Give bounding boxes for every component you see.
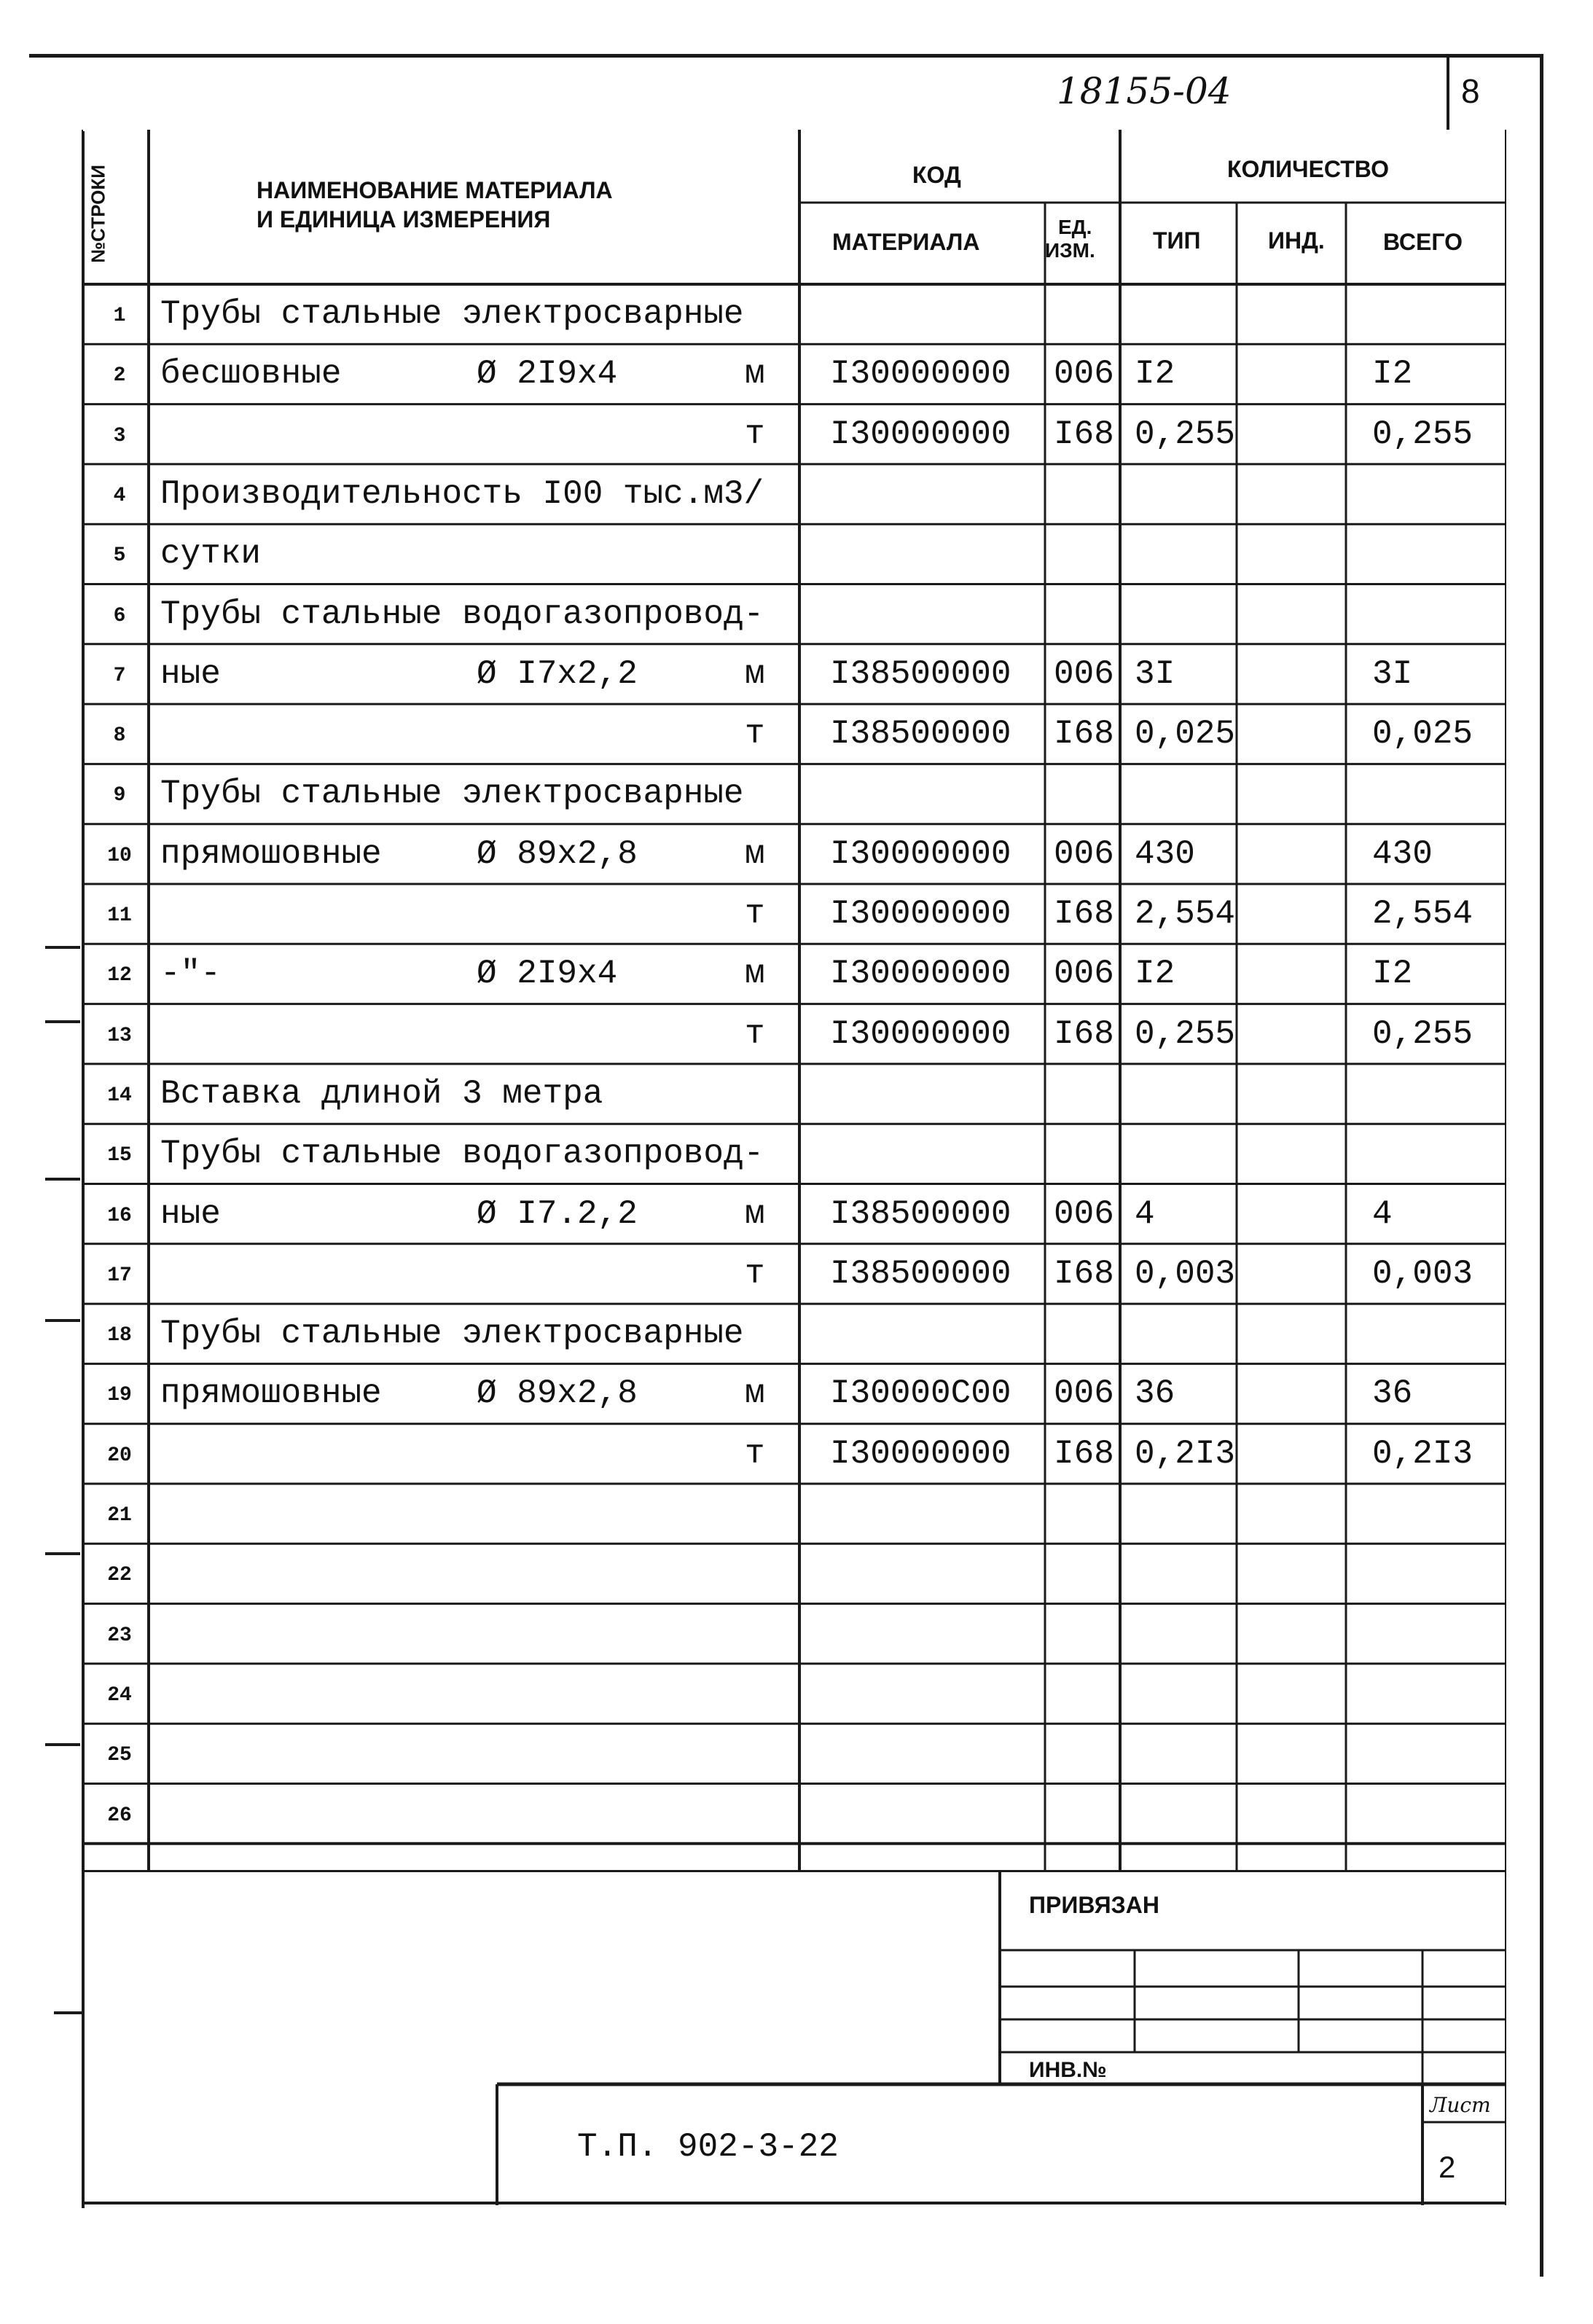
margin-mark [45,1743,80,1746]
row-number: 13 [107,1024,132,1047]
row-number: 21 [107,1504,132,1527]
name-header-line1: НАИМЕНОВАНИЕ МАТЕРИАЛА [257,177,613,203]
material-name: Трубы стальные электросварные [160,295,744,333]
pipe-size: Ø 89x2,8 [477,834,638,873]
material-code: I30000000 [830,834,1011,873]
qty-group-header: КОЛИЧЕСТВО [1227,156,1389,182]
row-number: 15 [107,1144,132,1167]
row-number: 9 [113,784,126,807]
unit-of-measure: т [745,715,765,754]
quantity-total: 0,2I3 [1372,1434,1473,1473]
unit-of-measure: м [745,955,765,993]
material-name: прямошовные [160,1374,382,1413]
material-code: I30000000 [830,355,1011,394]
pipe-size: Ø 89x2,8 [477,1374,638,1413]
material-code: I30000000 [830,895,1011,933]
quantity-total: I2 [1372,355,1413,394]
top-border-line [29,54,1541,58]
unit-code: I68 [1054,715,1114,754]
quantity-total: 430 [1372,834,1433,873]
quantity-type: I2 [1135,355,1175,394]
row-number: 24 [107,1683,132,1707]
material-name: Вставка длиной 3 метра [160,1074,603,1113]
pipe-size: Ø 2I9x4 [477,355,618,394]
row-number: 6 [113,604,126,627]
material-name: ные [160,654,221,693]
material-name: бесшовные [160,355,342,394]
unit-of-measure: м [745,1194,765,1233]
row-number: 18 [107,1324,132,1347]
row-number: 26 [107,1804,132,1827]
row-number: 14 [107,1084,132,1107]
unit-code: I68 [1054,895,1114,933]
type-header: ТИП [1153,227,1201,254]
inv-label: ИНВ.№ [1029,2058,1107,2082]
row-number-header: №СТРОКИ [87,165,109,263]
unit-of-measure: м [745,654,765,693]
material-code: I38500000 [830,1194,1011,1233]
quantity-type: 0,003 [1135,1254,1236,1293]
material-name: Трубы стальные электросварные [160,775,744,813]
row-number: 2 [113,364,126,388]
unit-code: 006 [1054,1374,1114,1413]
doc-number: 18155-04 [1057,70,1232,112]
quantity-total: 2,554 [1372,895,1473,933]
quantity-total: 0,003 [1372,1254,1473,1293]
material-code: I30000C00 [830,1374,1011,1413]
quantity-total: 0,255 [1372,415,1473,453]
quantity-type: 2,554 [1135,895,1236,933]
pipe-size: Ø I7.2,2 [477,1194,638,1233]
material-code: I30000000 [830,1434,1011,1473]
code-group-header: КОД [912,162,961,188]
margin-mark [45,1552,80,1555]
material-name: Трубы стальные водогазопровод- [160,1135,764,1173]
ind-header: ИНД. [1268,227,1325,254]
material-code: I30000000 [830,1014,1011,1053]
row-number: 10 [107,844,132,867]
unit-header-line2: ИЗМ. [1045,239,1095,262]
margin-mark [45,1020,80,1023]
quantity-total: I2 [1372,955,1413,993]
material-name: ные [160,1194,221,1233]
unit-code: I68 [1054,1254,1114,1293]
margin-mark [45,946,80,949]
unit-code: 006 [1054,1194,1114,1233]
sheet-number: 2 [1439,2150,1456,2184]
material-code: I38500000 [830,1254,1011,1293]
row-number: 7 [113,664,126,687]
material-code: I38500000 [830,715,1011,754]
quantity-total: 3I [1372,654,1413,693]
material-name: прямошовные [160,834,382,873]
unit-of-measure: м [745,1374,765,1413]
row-number: 12 [107,964,132,987]
row-number: 19 [107,1384,132,1407]
quantity-type: 36 [1135,1374,1175,1413]
unit-of-measure: т [745,895,765,933]
unit-of-measure: м [745,355,765,394]
row-number: 25 [107,1744,132,1767]
unit-code: 006 [1054,355,1114,394]
row-number: 4 [113,484,126,507]
row-number: 22 [107,1564,132,1587]
unit-of-measure: т [745,1254,765,1293]
unit-code: 006 [1054,834,1114,873]
quantity-type: 430 [1135,834,1195,873]
row-number: 16 [107,1204,132,1227]
page-box-left [1447,54,1449,130]
quantity-total: 36 [1372,1374,1413,1413]
pipe-size: Ø 2I9x4 [477,955,618,993]
quantity-total: 4 [1372,1194,1393,1233]
row-number: 17 [107,1264,132,1287]
quantity-type: 0,255 [1135,415,1236,453]
quantity-type: 3I [1135,654,1175,693]
unit-code: I68 [1054,1014,1114,1053]
quantity-type: 4 [1135,1194,1155,1233]
quantity-type: 0,025 [1135,715,1236,754]
margin-mark [54,2011,82,2014]
row-number: 20 [107,1444,132,1467]
row-number: 11 [107,904,132,927]
material-header: МАТЕРИАЛА [832,229,980,255]
material-name: -"- [160,955,221,993]
material-code: I30000000 [830,955,1011,993]
material-code: I38500000 [830,654,1011,693]
quantity-total: 0,255 [1372,1014,1473,1053]
quantity-total: 0,025 [1372,715,1473,754]
quantity-type: 0,255 [1135,1014,1236,1053]
right-border-line [1540,54,1543,2277]
row-number: 8 [113,724,126,748]
quantity-type: I2 [1135,955,1175,993]
row-number: 23 [107,1624,132,1647]
project-code: Т.П. 902-3-22 [577,2128,839,2166]
material-name: Производительность I00 тыс.м3/ [160,474,764,513]
row-number: 5 [113,544,126,568]
unit-code: 006 [1054,955,1114,993]
bound-label: ПРИВЯЗАН [1029,1892,1159,1918]
total-header: ВСЕГО [1383,229,1463,255]
row-number: 1 [113,305,126,327]
material-code: I30000000 [830,415,1011,453]
unit-of-measure: т [745,1434,765,1473]
unit-code: I68 [1054,415,1114,453]
unit-of-measure: т [745,415,765,453]
quantity-type: 0,2I3 [1135,1434,1236,1473]
spec-table [82,130,1506,1871]
page-number: 8 [1461,72,1480,110]
pipe-size: Ø I7x2,2 [477,654,638,693]
name-header-line2: И ЕДИНИЦА ИЗМЕРЕНИЯ [257,206,551,232]
material-name: Трубы стальные электросварные [160,1315,744,1353]
unit-of-measure: т [745,1014,765,1053]
material-name: сутки [160,535,262,574]
unit-code: I68 [1054,1434,1114,1473]
row-number: 3 [113,424,126,447]
material-name: Трубы стальные водогазопровод- [160,595,764,633]
margin-mark [45,1178,80,1181]
sheet-label: Лист [1430,2093,1491,2117]
title-block [82,1870,1506,2205]
unit-header-line1: ЕД. [1058,216,1092,238]
unit-of-measure: м [745,834,765,873]
unit-code: 006 [1054,654,1114,693]
margin-mark [45,1319,80,1322]
